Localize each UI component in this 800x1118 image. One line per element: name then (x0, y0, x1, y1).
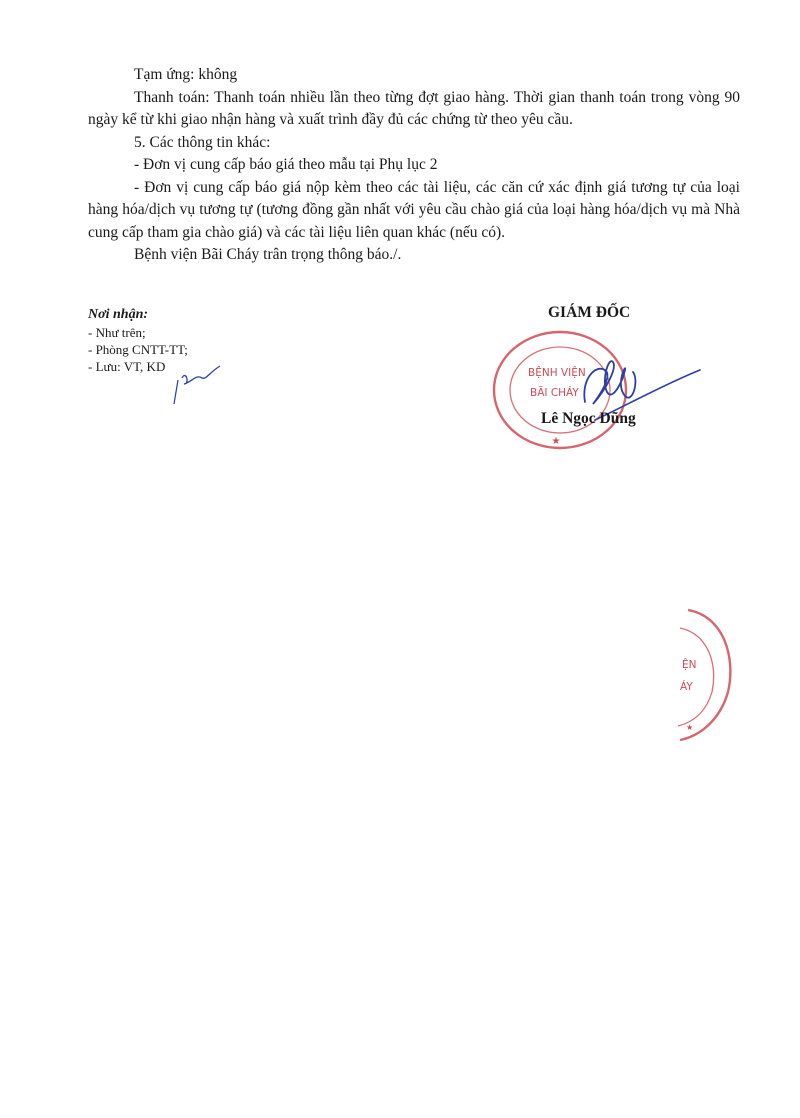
paragraph-payment: Thanh toán: Thanh toán nhiều lần theo từng đợt giao hàng. Thời gian thanh toán trong vòng 90 ngày kể từ khi giao nhận hàng và xuất trình đầy đủ các chứng từ theo yêu cầu. (88, 88, 740, 128)
partial-seal-text-line2: ÁY (680, 681, 693, 693)
paragraph-quote-documents: - Đơn vị cung cấp báo giá nộp kèm theo các tài liệu, các căn cứ xác định giá tương tự của loại hàng hóa/dịch vụ tương tự (tương đồng gần nhất với yêu cầu chào giá của loại hàng hóa/dịch vụ mà Nhà cung cấp tham gia chào giá) và các tài liệu liên quan khác (nếu có). (88, 178, 740, 241)
recipients-title: Nơi nhận: (88, 307, 149, 322)
seal-text-line2: BÃI CHÁY (530, 387, 579, 399)
signatory-name: Lê Ngọc Dũng (541, 410, 636, 427)
recipient-item: - Như trên; (88, 325, 146, 340)
paragraph-other-info-heading: 5. Các thông tin khác: (134, 133, 271, 151)
recipient-item: - Phòng CNTT-TT; (88, 342, 188, 357)
paragraph-quote-template: - Đơn vị cung cấp báo giá theo mẫu tại Phụ lục 2 (134, 156, 438, 173)
svg-text:★: ★ (551, 436, 561, 447)
partial-seal-text-line1: ỆN (682, 659, 697, 671)
partial-seal (640, 600, 740, 750)
seal-text-line1: BỆNH VIỆN (528, 367, 586, 379)
document-body (88, 64, 740, 267)
signatory-title: GIÁM ĐỐC (548, 304, 631, 321)
recipient-item: - Lưu: VT, KD (88, 359, 166, 374)
paragraph-advance: Tạm ứng: không (134, 66, 238, 83)
paragraph-closing: Bệnh viện Bãi Cháy trân trọng thông báo./. (134, 246, 402, 263)
svg-text:★: ★ (686, 723, 694, 732)
initial-signature-mark (162, 360, 222, 410)
